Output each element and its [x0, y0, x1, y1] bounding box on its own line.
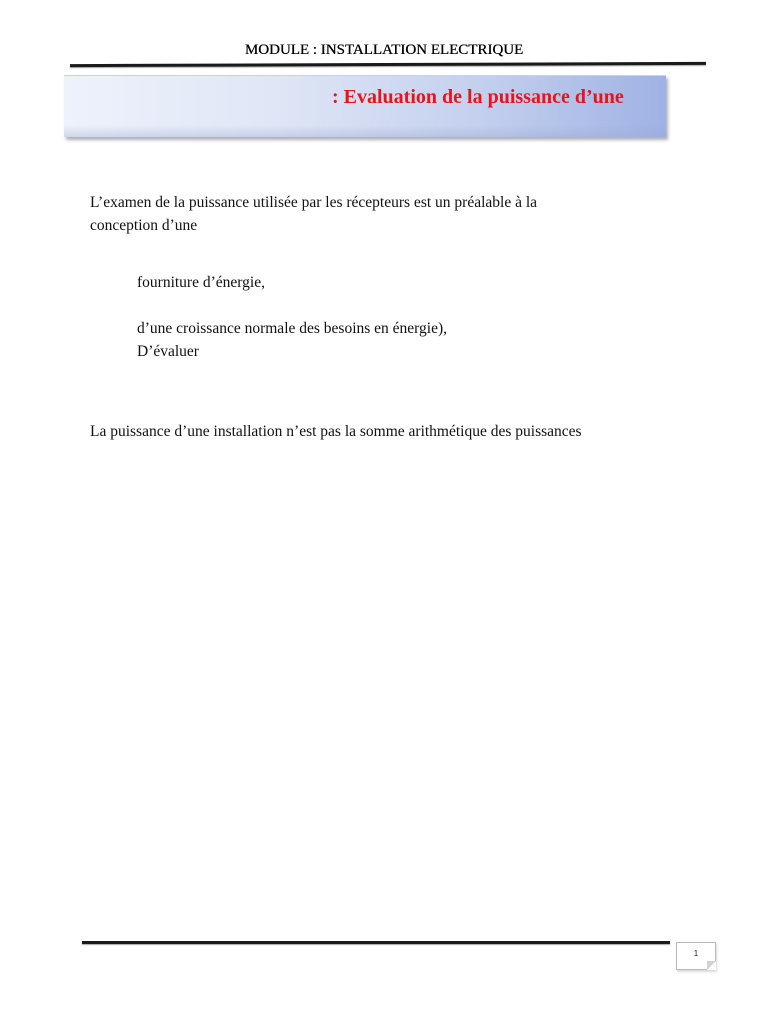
paragraph-2: La puissance d’une installation n’est pas la somme arithmétique des puissances [90, 423, 582, 440]
paragraph-1-line-2: conception d’une [90, 217, 198, 234]
footer-rule [82, 941, 670, 944]
section-title: : Evaluation de la puissance d’une [332, 86, 624, 108]
section-banner [64, 75, 666, 137]
paragraph-1-line-1: L’examen de la puissance utilisée par les récepteurs est un préalable à la [90, 194, 538, 211]
list-item-evaluer: D’évaluer [137, 343, 199, 360]
header-rule [70, 62, 706, 67]
page-number: 1 [693, 949, 699, 958]
module-header-title: MODULE : INSTALLATION ELECTRIQUE [244, 42, 524, 58]
list-item-fourniture: fourniture d’énergie, [137, 274, 265, 291]
page-number-badge [676, 942, 716, 970]
list-item-croissance: d’une croissance normale des besoins en énergie), [137, 320, 448, 337]
